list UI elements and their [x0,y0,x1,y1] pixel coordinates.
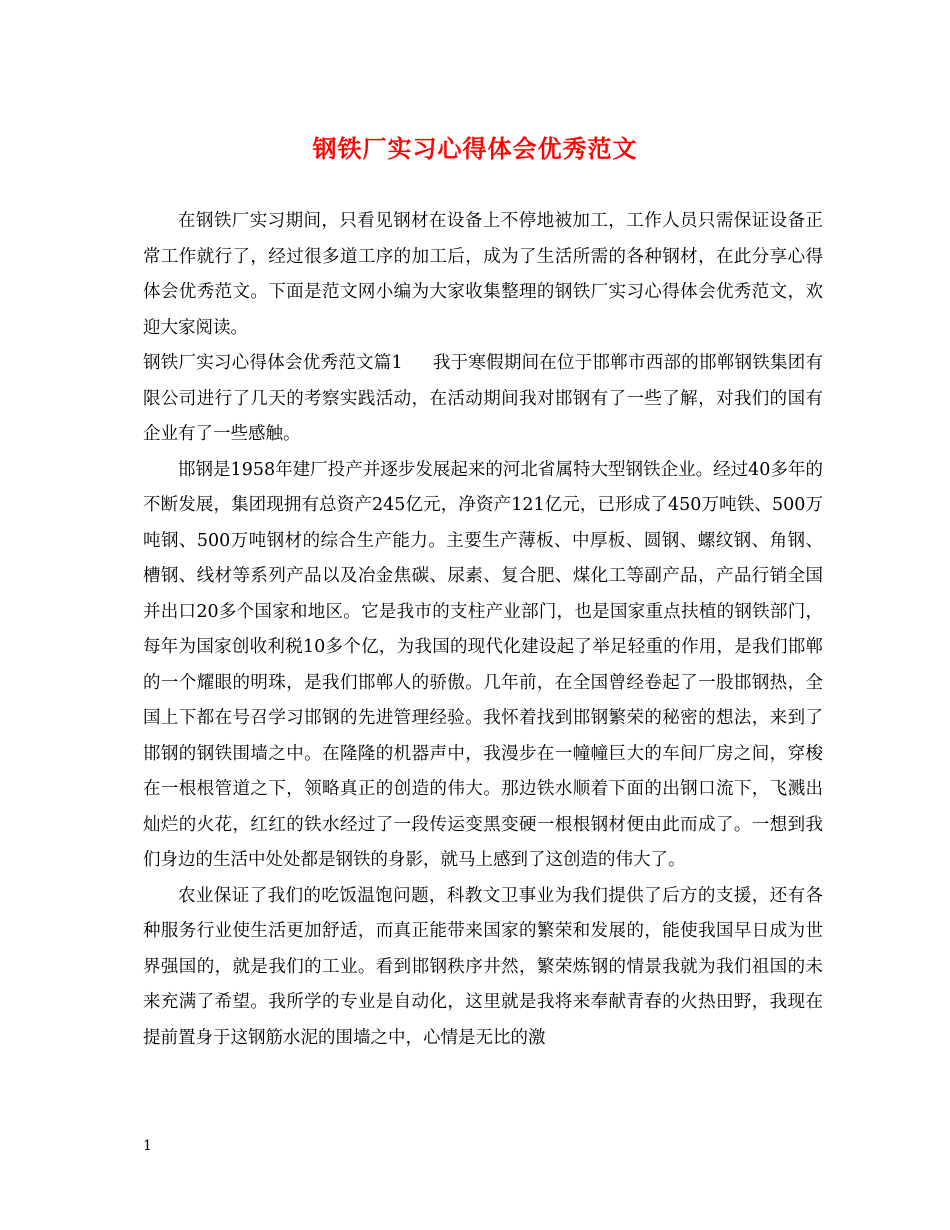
section-heading: 钢铁厂实习心得体会优秀范文篇1 [143,353,403,373]
document-body [143,204,823,1056]
body-paragraph-2: 邯钢是1958年建厂投产并逐步发展起来的河北省属特大型钢铁企业。经过40多年的不断发展，集团现拥有总资产245亿元，净资产121亿元，已形成了450万吨铁、500万吨钢、500万吨钢材的综合生产能力。主要生产薄板、中厚板、圆钢、螺纹钢、角钢、槽钢、线材等系列产品以及冶金焦碳、尿素、复合肥、煤化工等副产品，产品行销全国并出口20多个国家和地区。它是我市的支柱产业部门，也是国家重点扶植的钢铁部门，每年为国家创收利税10多个亿，为我国的现代化建设起了举足轻重的作用，是我们邯郸的一个耀眼的明珠，是我们邯郸人的骄傲。几年前，在全国曾经卷起了一股邯钢热，全国上下都在号召学习邯钢的先进管理经验。我怀着找到邯钢繁荣的秘密的想法，来到了邯钢的钢铁围墙之中。在隆隆的机器声中，我漫步在一幢幢巨大的车间厂房之间，穿梭在一根根管道之下，领略真正的创造的伟大。那边铁水顺着下面的出钢口流下，飞溅出灿烂的火花，红红的铁水经过了一段传运变黑变硬一根根钢材便由此而成了。一想到我们身边的生活中处处都是钢铁的身影，就马上感到了这创造的伟大了。 [143,459,823,870]
section-paragraph [143,346,823,453]
document-title: 钢铁厂实习心得体会优秀范文 [312,134,638,163]
section-text: 我于寒假期间在位于邯郸市西部的邯郸钢铁集团有限公司进行了几天的考察实践活动，在活动期间我对邯钢有了一些了解，对我们的国有企业有了一些感触。 [143,353,824,444]
intro-paragraph: 在钢铁厂实习期间，只看见钢材在设备上不停地被加工，工作人员只需保证设备正常工作就行了，经过很多道工序的加工后，成为了生活所需的各种钢材，在此分享心得体会优秀范文。下面是范文网小编为大家收集整理的钢铁厂实习心得体会优秀范文，欢迎大家阅读。 [143,211,823,338]
page-number: 1 [143,1138,152,1154]
body-paragraph-3: 农业保证了我们的吃饭温饱问题，科教文卫事业为我们提供了后方的支援，还有各种服务行业使生活更加舒适，而真正能带来国家的繁荣和发展的，能使我国早日成为世界强国的，就是我们的工业。看到邯钢秩序井然，繁荣炼钢的情景我就为我们祖国的未来充满了希望。我所学的专业是自动化，这里就是我将来奉献青春的火热田野，我现在提前置身于这钢筋水泥的围墙之中，心情是无比的激 [143,885,823,1048]
